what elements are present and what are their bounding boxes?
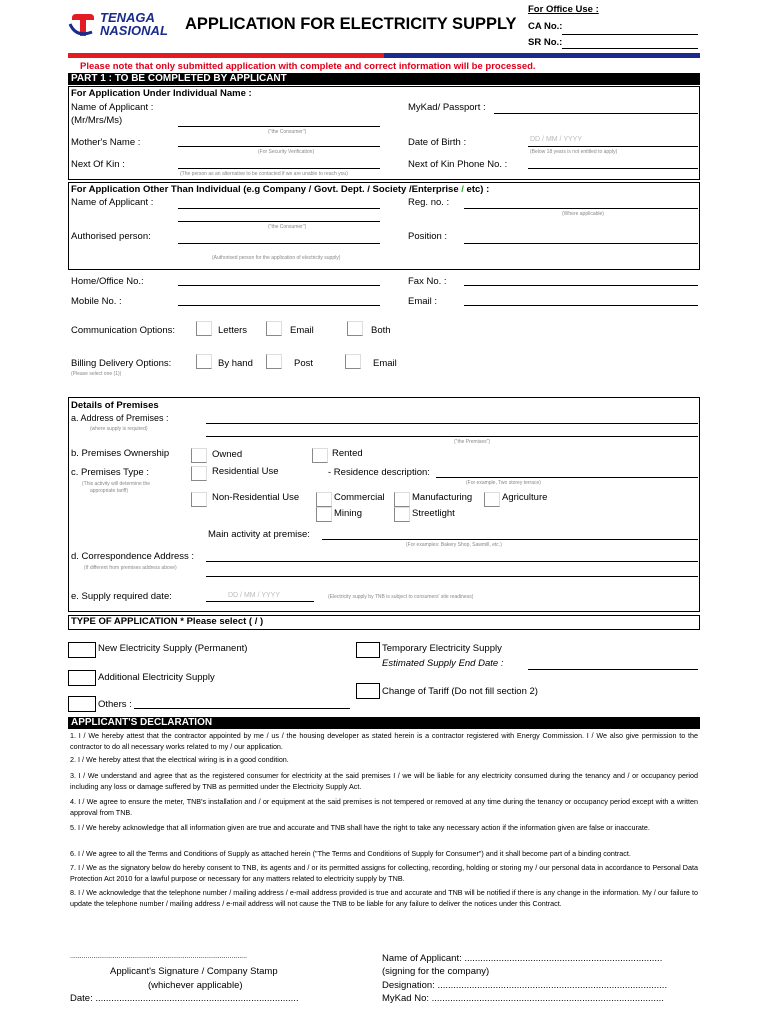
nonres-label: Non-Residential Use bbox=[212, 492, 300, 503]
change-tariff-label: Change of Tariff (Do not fill section 2) bbox=[382, 686, 538, 697]
mining-checkbox[interactable] bbox=[316, 507, 332, 522]
reg-hint: (Where applicable) bbox=[562, 211, 604, 217]
residential-label: Residential Use bbox=[212, 466, 279, 477]
individual-section bbox=[68, 86, 700, 180]
organisation-section bbox=[68, 182, 700, 270]
additional-supply-label: Additional Electricity Supply bbox=[98, 672, 215, 683]
tnb-logo-icon bbox=[68, 10, 98, 40]
email-label: Email : bbox=[408, 296, 438, 307]
supply-date-field[interactable] bbox=[206, 601, 314, 602]
brand-stripe-blue bbox=[384, 53, 700, 58]
mother-field[interactable] bbox=[178, 146, 380, 147]
declaration-item-6: 6. I / We agree to all the Terms and Conditions of Supply as attached herein ("The Terms and Conditions of Supply for Consumer") and it shall become part of a binding contract. bbox=[70, 849, 631, 858]
dob-hint: (Below 18 years is not entitled to apply) bbox=[530, 149, 618, 155]
new-supply-checkbox[interactable] bbox=[68, 642, 96, 658]
ca-no-label: CA No.: bbox=[528, 21, 563, 32]
declaration-bar: APPLICANT'S DECLARATION bbox=[68, 717, 700, 729]
declaration-item-4: 4. I / We agree to ensure the meter, TNB's installation and / or equipment at the said premises is not tempered or removed at any time during the tenancy or occupancy period except with a written approval from TNB. bbox=[70, 797, 698, 817]
home-label: Home/Office No.: bbox=[71, 276, 144, 287]
org-name-label: Name of Applicant : bbox=[71, 197, 154, 208]
corr-field-1[interactable] bbox=[206, 561, 698, 562]
address-field-1[interactable] bbox=[206, 423, 698, 424]
billing-label: Billing Delivery Options: bbox=[71, 358, 172, 369]
owned-label: Owned bbox=[212, 449, 243, 460]
organisation-heading-a: For Application Other Than Individual (e.g Company / Govt. Dept. / Society /Enterprise bbox=[71, 184, 462, 195]
rented-label: Rented bbox=[332, 448, 363, 459]
billing-email-label: Email bbox=[373, 358, 397, 369]
whichever-label: (whichever applicable) bbox=[148, 980, 243, 991]
dob-label: Date of Birth : bbox=[408, 137, 467, 148]
tnb-logo bbox=[68, 8, 178, 42]
reg-label: Reg. no. : bbox=[408, 197, 450, 208]
auth-field[interactable] bbox=[178, 243, 380, 244]
dob-field[interactable] bbox=[528, 146, 698, 147]
page-title: APPLICATION FOR ELECTRICITY SUPPLY bbox=[185, 15, 517, 33]
auth-label: Authorised person: bbox=[71, 231, 151, 242]
address-hint: (where supply is required) bbox=[90, 426, 148, 432]
comm-email-label: Email bbox=[290, 325, 314, 336]
auth-hint: (Authorised person for the application of electricity supply) bbox=[212, 255, 341, 261]
select-one-hint: (Please select one (1)) bbox=[71, 371, 122, 377]
streetlight-label: Streetlight bbox=[412, 508, 455, 519]
est-end-label: Estimated Supply End Date : bbox=[382, 658, 504, 669]
comm-email-checkbox[interactable] bbox=[266, 321, 282, 336]
corr-field-2[interactable] bbox=[206, 576, 698, 577]
billing-email-checkbox[interactable] bbox=[345, 354, 361, 369]
ind-name-label2: (Mr/Mrs/Ms) bbox=[71, 115, 123, 126]
declaration-item-3: 3. I / We understand and agree that as the registered consumer for electricity at the said premises I / we will be liable for any electricity consumed during the tenancy and / or occupancy period including any loss or damage suffered by TNB as permitted under the Electricity Supply Act. bbox=[70, 771, 698, 791]
nonres-checkbox[interactable] bbox=[191, 492, 207, 507]
agriculture-label: Agriculture bbox=[502, 492, 548, 503]
declaration-item-1: 1. I / We hereby attest that the contractor appointed by me / us / the housing developer as stated herein is a contractor registered with Energy Commission. I / We also give permission to the contractor to do all necessary works related to my / our application. bbox=[70, 731, 698, 751]
residential-checkbox[interactable] bbox=[191, 466, 207, 481]
comm-both-checkbox[interactable] bbox=[347, 321, 363, 336]
office-use-label: For Office Use : bbox=[528, 4, 599, 15]
signature-label: Applicant's Signature / Company Stamp bbox=[110, 966, 278, 977]
kin-label: Next Of Kin : bbox=[71, 159, 125, 170]
fax-label: Fax No. : bbox=[408, 276, 447, 287]
res-desc-field[interactable] bbox=[436, 477, 698, 478]
rented-checkbox[interactable] bbox=[312, 448, 328, 463]
position-field[interactable] bbox=[464, 243, 698, 244]
corr-hint: (If different from premises address above) bbox=[84, 565, 177, 571]
supply-date-placeholder: DD / MM / YYYY bbox=[228, 592, 280, 599]
home-field[interactable] bbox=[178, 285, 380, 286]
declaration-item-5: 5. I / We hereby acknowledge that all information given are true and accurate and TNB shall have the right to take any necessary action if the information given are false or inaccurate. bbox=[70, 823, 650, 832]
main-activity-label: Main activity at premise: bbox=[208, 529, 310, 540]
activity-hint: (For examples: Bakery Shop, Sawmill, etc.) bbox=[406, 542, 502, 548]
type-hint-2: appropriate tariff) bbox=[90, 488, 128, 494]
fax-field[interactable] bbox=[464, 285, 698, 286]
designation-field[interactable]: Designation: ....................................................................................... bbox=[382, 980, 668, 991]
organisation-heading bbox=[71, 184, 489, 195]
owned-checkbox[interactable] bbox=[191, 448, 207, 463]
part1-bar: PART 1 : TO BE COMPLETED BY APPLICANT bbox=[68, 73, 700, 85]
manufacturing-label: Manufacturing bbox=[412, 492, 473, 503]
others-checkbox[interactable] bbox=[68, 696, 96, 712]
premises-heading: Details of Premises bbox=[71, 400, 159, 411]
sr-no-field[interactable] bbox=[562, 48, 698, 49]
billing-hand-label: By hand bbox=[218, 358, 253, 369]
corr-label: d. Correspondence Address : bbox=[71, 551, 195, 562]
position-label: Position : bbox=[408, 231, 448, 242]
temp-supply-checkbox[interactable] bbox=[356, 642, 380, 658]
organisation-heading-slash: / bbox=[461, 184, 464, 195]
signature-dots[interactable]: ........................................................................................... bbox=[70, 953, 247, 960]
brand-stripe-red bbox=[68, 53, 384, 58]
kin-phone-label: Next of Kin Phone No. : bbox=[408, 159, 508, 170]
declaration-item-2: 2. I / We hereby attest that the electrical wiring is in a good condition. bbox=[70, 755, 289, 764]
new-supply-label: New Electricity Supply (Permanent) bbox=[98, 643, 248, 654]
billing-hand-checkbox[interactable] bbox=[196, 354, 212, 369]
comm-label: Communication Options: bbox=[71, 325, 176, 336]
mobile-field[interactable] bbox=[178, 305, 380, 306]
type-application-heading: TYPE OF APPLICATION * Please select ( / ) bbox=[71, 616, 264, 627]
billing-post-checkbox[interactable] bbox=[266, 354, 282, 369]
ind-name-label: Name of Applicant : bbox=[71, 102, 154, 113]
premises-section bbox=[68, 397, 700, 612]
others-label: Others : bbox=[98, 699, 132, 710]
mining-label: Mining bbox=[334, 508, 362, 519]
individual-heading: For Application Under Individual Name : bbox=[71, 88, 252, 99]
logo-line2: NASIONAL bbox=[100, 23, 168, 38]
type-label: c. Premises Type : bbox=[71, 467, 149, 478]
ind-consumer-hint: ("the Consumer") bbox=[268, 129, 307, 135]
security-hint: (For Security Verification) bbox=[258, 149, 315, 155]
signer-name-field[interactable]: Name of Applicant: ........................................................................... bbox=[382, 953, 663, 964]
org-name-field-1[interactable] bbox=[178, 208, 380, 209]
address-label: a. Address of Premises : bbox=[71, 413, 169, 423]
supply-date-hint: (Electricity supply by TNB is subject to consumers' site readiness) bbox=[328, 594, 474, 600]
agriculture-checkbox[interactable] bbox=[484, 492, 500, 507]
comm-letters-checkbox[interactable] bbox=[196, 321, 212, 336]
signing-company-label: (signing for the company) bbox=[382, 966, 490, 977]
sig-date-field[interactable]: Date: ............................................................................. bbox=[70, 993, 299, 1004]
main-activity-field[interactable] bbox=[322, 539, 698, 540]
kin-phone-field[interactable] bbox=[528, 168, 698, 169]
notice-text: Please note that only submitted application with complete and correct information will be processed. bbox=[80, 61, 536, 72]
email-field[interactable] bbox=[464, 305, 698, 306]
kin-field[interactable] bbox=[178, 168, 380, 169]
mobile-label: Mobile No. : bbox=[71, 296, 122, 307]
commercial-label: Commercial bbox=[334, 492, 385, 503]
dob-placeholder: DD / MM / YYYY bbox=[530, 136, 582, 143]
premises-hint: ("the Premises") bbox=[454, 439, 491, 445]
supply-date-label: e. Supply required date: bbox=[71, 591, 172, 602]
mother-label: Mother's Name : bbox=[71, 137, 141, 148]
org-consumer-hint: ("the Consumer") bbox=[268, 224, 307, 230]
comm-letters-label: Letters bbox=[218, 325, 248, 336]
temp-supply-label: Temporary Electricity Supply bbox=[382, 643, 502, 654]
kin-hint: (The person as an alternative to be contacted if we are unable to reach you) bbox=[180, 171, 348, 177]
comm-both-label: Both bbox=[371, 325, 391, 336]
manufacturing-checkbox[interactable] bbox=[394, 492, 410, 507]
commercial-checkbox[interactable] bbox=[316, 492, 332, 507]
logo-line1: TENAGA bbox=[100, 10, 155, 25]
change-tariff-checkbox[interactable] bbox=[356, 683, 380, 699]
others-field[interactable] bbox=[134, 708, 350, 709]
declaration-item-7: 7. I / We as the signatory below do hereby consent to TNB, its agents and / or its permitted assigns for collecting, recording, holding or storing my / our personal data in accordance to Personal Data Protection Act 2010 for a lawful purpose or necessary for any matters related to electricity supply by TNB. bbox=[70, 863, 698, 883]
sr-no-label: SR No.: bbox=[528, 37, 563, 48]
type-hint-1: (This activity will determine the bbox=[82, 481, 151, 487]
mykad-field[interactable] bbox=[494, 113, 698, 114]
ownership-label: b. Premises Ownership bbox=[71, 448, 170, 459]
ca-no-field[interactable] bbox=[562, 34, 698, 35]
reg-field[interactable] bbox=[464, 208, 698, 209]
address-field-2[interactable] bbox=[206, 436, 698, 437]
billing-post-label: Post bbox=[294, 358, 314, 369]
declaration-item-8: 8. I / We acknowledge that the telephone number / mailing address / e-mail address provided is true and accurate and TNB will be notified if there is any change in the information. My / our failure to update the telephone number / mailing address / e-mail address will not cause the TNB to be liable for any failure to deliver the notices under this Contract. bbox=[70, 888, 698, 908]
streetlight-checkbox[interactable] bbox=[394, 507, 410, 522]
res-desc-label: - Residence description: bbox=[328, 467, 430, 478]
organisation-heading-b: etc) : bbox=[463, 184, 490, 195]
res-hint: (For example, Two storey terrace) bbox=[466, 480, 541, 486]
ind-name-field[interactable] bbox=[178, 126, 380, 127]
org-name-field-2[interactable] bbox=[178, 221, 380, 222]
additional-supply-checkbox[interactable] bbox=[68, 670, 96, 686]
mykad-label: MyKad/ Passport : bbox=[408, 102, 486, 113]
signer-mykad-field[interactable]: MyKad No: ........................................................................................ bbox=[382, 993, 664, 1004]
est-end-field[interactable] bbox=[528, 669, 698, 670]
